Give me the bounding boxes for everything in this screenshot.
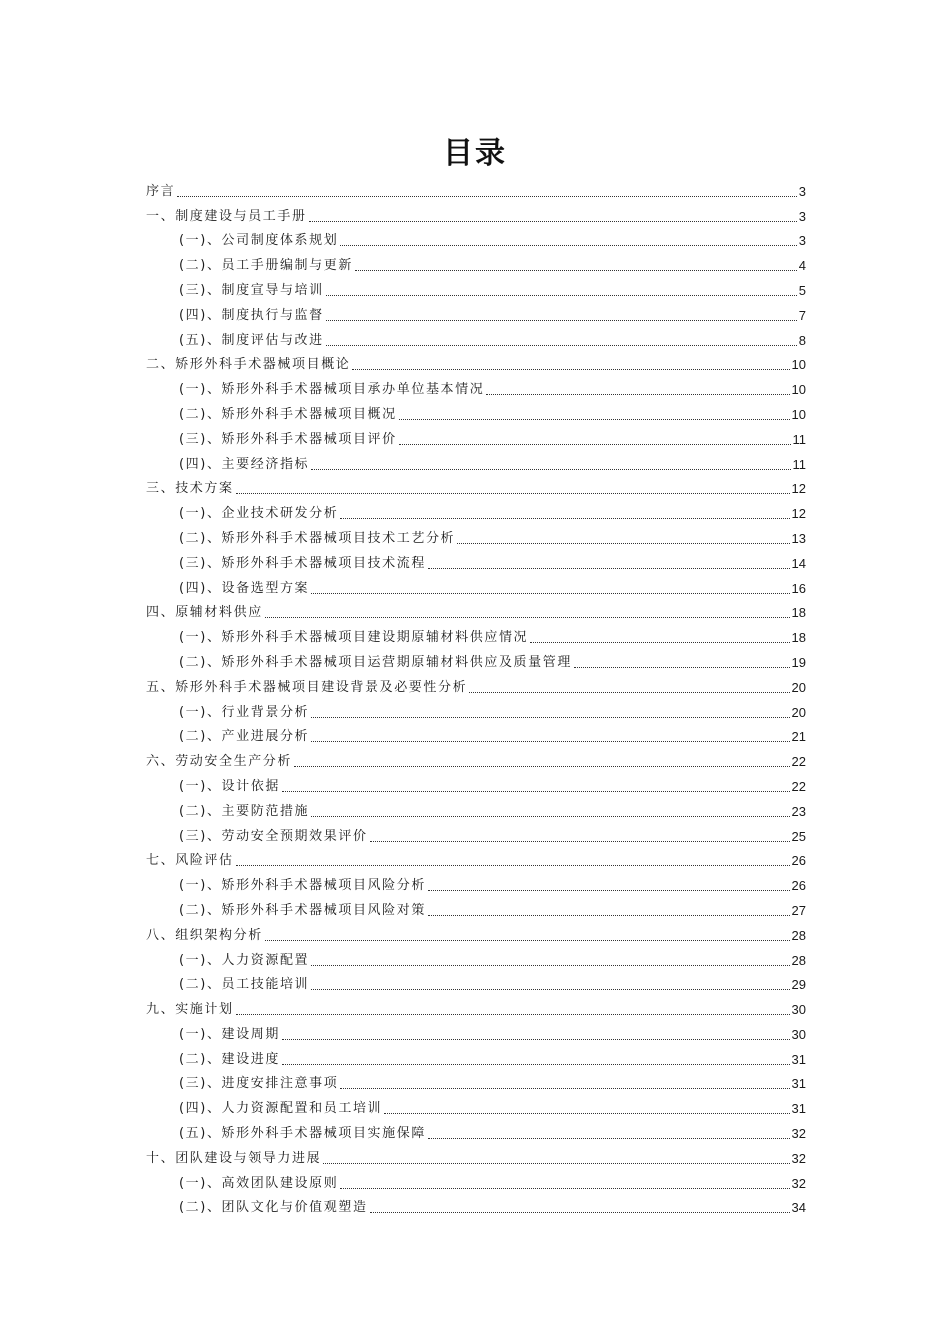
toc-entry-title: (二)、员工技能培训 xyxy=(179,977,310,993)
toc-page-number: 26 xyxy=(791,853,806,869)
toc-entry-title: (一)、设计依据 xyxy=(179,778,280,794)
toc-entry-title: (一)、高效团队建设原则 xyxy=(179,1175,339,1191)
toc-page-number: 5 xyxy=(798,282,806,298)
toc-section-entry[interactable] xyxy=(146,1142,806,1167)
toc-entry-title: 八、组织架构分析 xyxy=(146,927,263,943)
toc-entry-title: 一、制度建设与员工手册 xyxy=(146,208,307,224)
toc-entry-title: 九、实施计划 xyxy=(146,1002,234,1018)
dot-leader xyxy=(323,1163,789,1164)
toc-entry-title: (三)、劳动安全预期效果评价 xyxy=(179,828,368,844)
toc-entry-title: (二)、矫形外科手术器械项目运营期原辅材料供应及质量管理 xyxy=(179,654,572,670)
toc-page-number: 20 xyxy=(791,679,806,695)
toc-subsection-entry[interactable] xyxy=(146,795,806,820)
dot-leader xyxy=(340,518,789,519)
toc-entry-title: (三)、制度宣导与培训 xyxy=(179,282,324,298)
dot-leader xyxy=(469,692,789,693)
toc-entry-title: (四)、主要经济指标 xyxy=(179,456,310,472)
toc-entry-title: 七、风险评估 xyxy=(146,853,234,869)
dot-leader xyxy=(282,1039,790,1040)
toc-entry-title: (一)、公司制度体系规划 xyxy=(179,233,339,249)
dot-leader xyxy=(428,568,790,569)
toc-entry-title: (一)、建设周期 xyxy=(179,1026,280,1042)
toc-subsection-entry[interactable] xyxy=(146,894,806,919)
toc-subsection-entry[interactable] xyxy=(146,820,806,845)
toc-page-number: 7 xyxy=(798,307,806,323)
toc-subsection-entry[interactable] xyxy=(146,1192,806,1217)
dot-leader xyxy=(340,1088,789,1089)
dot-leader xyxy=(428,915,790,916)
toc-page-number: 32 xyxy=(791,1126,806,1142)
toc-page-number: 11 xyxy=(792,456,806,472)
toc-entry-title: 六、劳动安全生产分析 xyxy=(146,754,293,770)
toc-entry-title: (三)、进度安排注意事项 xyxy=(179,1076,339,1092)
toc-entry-title: (二)、建设进度 xyxy=(179,1051,280,1067)
toc-subsection-entry[interactable] xyxy=(146,547,806,572)
toc-page-number: 10 xyxy=(791,357,806,373)
toc-page-number: 18 xyxy=(791,605,806,621)
dot-leader xyxy=(311,717,789,718)
dot-leader xyxy=(311,965,789,966)
dot-leader xyxy=(486,394,789,395)
toc-entry-title: 十、团队建设与领导力进展 xyxy=(146,1150,322,1166)
toc-subsection-entry[interactable] xyxy=(146,1043,806,1068)
dot-leader xyxy=(265,940,790,941)
page-title: 目录 xyxy=(443,136,507,171)
toc-page-number: 34 xyxy=(791,1200,806,1216)
toc-entry-title: (二)、主要防范措施 xyxy=(179,803,310,819)
toc-subsection-entry[interactable] xyxy=(146,944,806,969)
toc-section-entry[interactable] xyxy=(146,200,806,225)
toc-page-number: 20 xyxy=(791,704,806,720)
toc-page-number: 29 xyxy=(791,977,806,993)
dot-leader xyxy=(311,593,789,594)
toc-page-number: 31 xyxy=(791,1101,806,1117)
dot-leader xyxy=(236,1014,790,1015)
toc-subsection-entry[interactable] xyxy=(146,572,806,597)
dot-leader xyxy=(530,642,789,643)
toc-page-number: 3 xyxy=(798,208,806,224)
dot-leader xyxy=(370,841,790,842)
toc-subsection-entry[interactable] xyxy=(146,497,806,522)
toc-subsection-entry[interactable] xyxy=(146,299,806,324)
toc-entry-title: 三、技术方案 xyxy=(146,481,234,497)
toc-subsection-entry[interactable] xyxy=(146,398,806,423)
toc-entry-title: (一)、行业背景分析 xyxy=(179,704,310,720)
dot-leader xyxy=(457,543,789,544)
toc-entry-title: 二、矫形外科手术器械项目概论 xyxy=(146,357,351,373)
toc-entry-title: (一)、人力资源配置 xyxy=(179,952,310,968)
toc-section-entry[interactable] xyxy=(146,671,806,696)
dot-leader xyxy=(311,989,789,990)
table-of-contents xyxy=(146,175,806,1216)
toc-page-number: 31 xyxy=(791,1076,806,1092)
toc-page-number: 4 xyxy=(798,258,806,274)
toc-entry-title: 五、矫形外科手术器械项目建设背景及必要性分析 xyxy=(146,679,468,695)
toc-section-entry[interactable] xyxy=(146,919,806,944)
toc-entry-title: (四)、人力资源配置和员工培训 xyxy=(179,1101,383,1117)
toc-subsection-entry[interactable] xyxy=(146,621,806,646)
toc-subsection-entry[interactable] xyxy=(146,1068,806,1093)
toc-section-entry[interactable] xyxy=(146,175,806,200)
toc-entry-title: 序言 xyxy=(146,183,176,199)
toc-page-number: 16 xyxy=(791,580,806,596)
toc-page-number: 11 xyxy=(792,431,806,447)
toc-page-number: 14 xyxy=(791,555,806,571)
toc-page-number: 28 xyxy=(791,952,806,968)
dot-leader xyxy=(352,369,789,370)
dot-leader xyxy=(428,1138,790,1139)
toc-entry-title: (四)、制度执行与监督 xyxy=(179,307,324,323)
toc-subsection-entry[interactable] xyxy=(146,522,806,547)
toc-page-number: 21 xyxy=(791,729,806,745)
dot-leader xyxy=(399,444,791,445)
dot-leader xyxy=(177,196,797,197)
toc-page-number: 13 xyxy=(791,530,806,546)
toc-entry-title: (二)、产业进展分析 xyxy=(179,729,310,745)
toc-section-entry[interactable] xyxy=(146,473,806,498)
toc-subsection-entry[interactable] xyxy=(146,249,806,274)
dot-leader xyxy=(311,741,789,742)
toc-page-number: 31 xyxy=(791,1051,806,1067)
toc-page-number: 30 xyxy=(791,1026,806,1042)
toc-page-number: 22 xyxy=(791,754,806,770)
toc-subsection-entry[interactable] xyxy=(146,869,806,894)
toc-page-number: 12 xyxy=(791,481,806,497)
dot-leader xyxy=(326,295,797,296)
toc-page-number: 27 xyxy=(791,902,806,918)
toc-subsection-entry[interactable] xyxy=(146,1117,806,1142)
toc-entry-title: (一)、矫形外科手术器械项目建设期原辅材料供应情况 xyxy=(179,630,529,646)
dot-leader xyxy=(355,270,797,271)
toc-entry-title: (五)、矫形外科手术器械项目实施保障 xyxy=(179,1126,426,1142)
dot-leader xyxy=(326,320,797,321)
toc-subsection-entry[interactable] xyxy=(146,770,806,795)
toc-subsection-entry[interactable] xyxy=(146,1018,806,1043)
toc-page-number: 10 xyxy=(791,382,806,398)
dot-leader xyxy=(340,245,796,246)
toc-page-number: 19 xyxy=(791,654,806,670)
dot-leader xyxy=(311,469,790,470)
dot-leader xyxy=(428,890,790,891)
toc-subsection-entry[interactable] xyxy=(146,423,806,448)
dot-leader xyxy=(340,1188,789,1189)
toc-page-number: 3 xyxy=(798,183,806,199)
toc-entry-title: (一)、矫形外科手术器械项目风险分析 xyxy=(179,878,426,894)
dot-leader xyxy=(399,419,790,420)
toc-entry-title: 四、原辅材料供应 xyxy=(146,605,263,621)
toc-page-number: 28 xyxy=(791,927,806,943)
toc-page-number: 3 xyxy=(798,233,806,249)
dot-leader xyxy=(236,865,790,866)
toc-subsection-entry[interactable] xyxy=(146,324,806,349)
toc-subsection-entry[interactable] xyxy=(146,448,806,473)
toc-subsection-entry[interactable] xyxy=(146,696,806,721)
toc-section-entry[interactable] xyxy=(146,845,806,870)
toc-page-number: 30 xyxy=(791,1002,806,1018)
dot-leader xyxy=(309,221,797,222)
toc-entry-title: (四)、设备选型方案 xyxy=(179,580,310,596)
toc-page-number: 26 xyxy=(791,878,806,894)
toc-section-entry[interactable] xyxy=(146,597,806,622)
dot-leader xyxy=(574,667,790,668)
toc-page-number: 8 xyxy=(798,332,806,348)
dot-leader xyxy=(294,766,790,767)
dot-leader xyxy=(370,1212,790,1213)
dot-leader xyxy=(282,1064,790,1065)
toc-page-number: 23 xyxy=(791,803,806,819)
toc-section-entry[interactable] xyxy=(146,993,806,1018)
toc-subsection-entry[interactable] xyxy=(146,969,806,994)
toc-section-entry[interactable] xyxy=(146,745,806,770)
toc-section-entry[interactable] xyxy=(146,349,806,374)
toc-subsection-entry[interactable] xyxy=(146,646,806,671)
toc-entry-title: (三)、矫形外科手术器械项目技术流程 xyxy=(179,555,426,571)
dot-leader xyxy=(236,493,790,494)
dot-leader xyxy=(282,791,790,792)
toc-entry-title: (二)、矫形外科手术器械项目技术工艺分析 xyxy=(179,530,456,546)
dot-leader xyxy=(384,1113,789,1114)
toc-subsection-entry[interactable] xyxy=(146,1167,806,1192)
toc-subsection-entry[interactable] xyxy=(146,274,806,299)
toc-page-number: 32 xyxy=(791,1150,806,1166)
toc-subsection-entry[interactable] xyxy=(146,721,806,746)
dot-leader xyxy=(265,617,790,618)
toc-entry-title: (二)、员工手册编制与更新 xyxy=(179,258,353,274)
toc-subsection-entry[interactable] xyxy=(146,373,806,398)
toc-page-number: 12 xyxy=(791,506,806,522)
toc-page-number: 10 xyxy=(791,406,806,422)
toc-page-number: 22 xyxy=(791,778,806,794)
toc-entry-title: (一)、矫形外科手术器械项目承办单位基本情况 xyxy=(179,382,485,398)
toc-page-number: 32 xyxy=(791,1175,806,1191)
toc-entry-title: (二)、团队文化与价值观塑造 xyxy=(179,1200,368,1216)
toc-subsection-entry[interactable] xyxy=(146,1092,806,1117)
dot-leader xyxy=(311,816,789,817)
dot-leader xyxy=(326,345,797,346)
toc-subsection-entry[interactable] xyxy=(146,225,806,250)
toc-entry-title: (三)、矫形外科手术器械项目评价 xyxy=(179,431,397,447)
toc-page-number: 18 xyxy=(791,630,806,646)
toc-entry-title: (一)、企业技术研发分析 xyxy=(179,506,339,522)
toc-entry-title: (二)、矫形外科手术器械项目风险对策 xyxy=(179,902,426,918)
toc-entry-title: (二)、矫形外科手术器械项目概况 xyxy=(179,406,397,422)
toc-page-number: 25 xyxy=(791,828,806,844)
toc-entry-title: (五)、制度评估与改进 xyxy=(179,332,324,348)
